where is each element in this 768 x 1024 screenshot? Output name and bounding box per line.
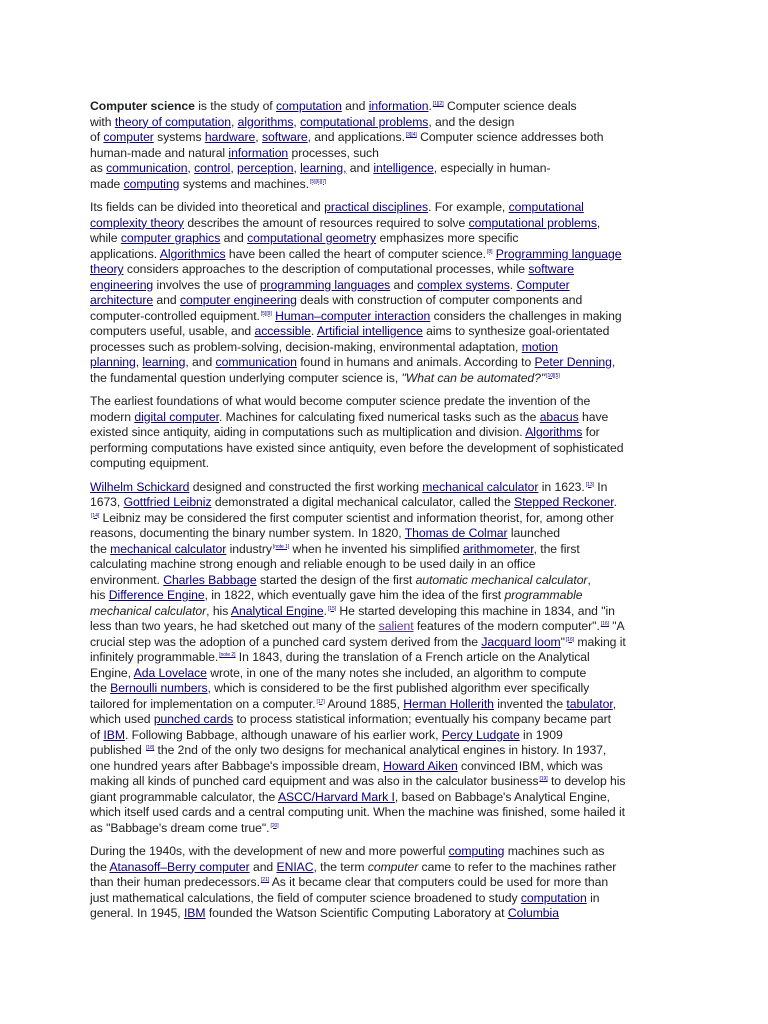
text-run: than their human predecessors. [90,875,260,889]
link-percy-ludgate[interactable]: Percy Ludgate [441,727,520,742]
text-run: performing computations have existed since antiquity, even before the development of sophisticated [90,440,624,455]
citation-reference[interactable] [310,179,326,185]
text-run: and [153,293,180,307]
text-run: . [323,603,327,618]
link-software[interactable]: software [261,130,308,144]
link-difference-engine[interactable]: Difference Engine [108,588,205,602]
text-run: founded the Watson Scientific Computing Laboratory at [205,906,508,920]
text-run: in 1909 [519,727,563,742]
paragraph-4 [90,480,676,837]
link-communication[interactable]: communication [215,355,297,369]
text-run: one hundred years after Babbage's impossible dream, [90,758,384,773]
link-eniac[interactable]: ENIAC [276,859,314,874]
citation-reference[interactable] [261,311,272,317]
text-run: describes the amount of resources required to solve [183,215,469,230]
text-run: making it [574,634,626,649]
text-run: . Machines for calculating fixed numerical tasks such as the [218,409,540,424]
text-run: found in humans and animals. According to [296,355,535,369]
link-computing[interactable]: computing [448,844,505,858]
link-learning[interactable]: learning, [300,161,347,175]
text-run: , his [206,603,231,618]
text-run: demonstrated a digital mechanical calculator, called the [211,495,515,509]
text-run: Computer science addresses both [416,130,604,144]
link-architecture[interactable]: architecture [90,293,154,307]
text-run: less than two years, he had sketched out many of the [90,619,379,633]
citation-link[interactable]: [5][9] [260,310,272,317]
link-arithmometer[interactable]: arithmometer [463,541,534,556]
text-run: deals with construction of computer components and [296,293,583,307]
link-computational-problems[interactable]: computational problems [300,114,429,129]
paragraph-2 [90,200,676,386]
text-run: aims to synthesize goal-orientated [422,324,610,338]
paragraph-5 [90,844,676,922]
text-run: , [255,130,262,144]
text-run: systems and machines. [179,176,310,191]
text-run: the [90,859,110,874]
italic-text: mechanical calculator [90,603,207,618]
citation-reference[interactable] [270,823,278,829]
text-run: started the design of the first [256,572,416,587]
text-run: , [230,114,238,129]
citation-reference[interactable] [546,373,560,379]
text-run: crucial step was the adoption of a punched card system derived from the [90,634,482,649]
text-run: and [249,859,277,874]
link-charles-babbage[interactable]: Charles Babbage [163,572,257,587]
text-run: general. In 1945, [90,906,184,920]
citation-reference[interactable] [406,132,417,138]
text-run: , [293,114,301,129]
text-run: and [390,277,418,292]
link-computer[interactable]: computer [103,130,154,144]
text-run: . [613,495,617,509]
link-ibm[interactable]: IBM [103,727,125,742]
link-algorithmics[interactable]: Algorithmics [159,246,226,261]
citation-link[interactable]: [5][6][7] [310,178,327,185]
text-run: with [90,114,115,129]
citation-link[interactable]: [17] [316,698,325,705]
link-planning[interactable]: planning [90,355,136,369]
text-run: , which is considered to be the first published algorithm ever specifically [207,681,590,695]
text-run: Leibniz may be considered the first computer scientist and information theorist, for, among other [99,510,614,525]
text-run: environment. [90,572,164,587]
text-run: Around 1885, [324,696,404,711]
link-tabulator[interactable]: tabulator [566,696,613,711]
link-complexity-theory[interactable]: complexity theory [90,215,184,230]
text-run: tailored for implementation on a computer. [90,696,316,711]
text-run: is the study of [194,99,276,113]
text-run: . Following Babbage, although unaware of his earlier work, [124,727,442,742]
text-run: , the first [533,541,580,556]
citation-link[interactable]: [20] [270,822,279,829]
text-run: "A [608,619,625,633]
text-run: which used [90,712,154,726]
citation-reference[interactable] [433,101,444,107]
text-run: the [90,681,111,695]
link-howard-aiken[interactable]: Howard Aiken [383,758,458,773]
citation-reference[interactable] [539,776,547,782]
text-run: modern [90,409,135,424]
citation-link[interactable]: [3][4] [405,132,417,138]
text-run: launched [507,526,560,540]
link-abacus[interactable]: abacus [539,409,579,424]
text-run: invented the [493,696,567,711]
link-ada-lovelace[interactable]: Ada Lovelace [133,665,207,680]
text-run: processes, such [288,145,379,160]
text-run: as [90,161,107,175]
link-artificial-intelligence[interactable]: Artificial intelligence [316,324,423,338]
article-body [90,99,676,930]
text-run: , especially in human- [433,161,551,175]
text-run: industry [226,541,272,556]
citation-link[interactable]: [10][5] [546,372,560,379]
citation-reference[interactable] [586,482,594,488]
link-information[interactable]: information [228,145,289,160]
text-run: emphasizes more specific [376,231,519,245]
text-run: Engine, [90,665,134,680]
text-run: and [341,99,369,113]
link-algorithms[interactable]: Algorithms [525,425,583,439]
text-run: convinced IBM, which was [457,758,603,773]
text-run: , [612,696,617,711]
link-ascc-harvard-mark-i[interactable]: ASCC/Harvard Mark I [277,789,395,804]
text-run: considers approaches to the description of computational processes, while [123,262,529,276]
text-run: made [90,176,124,191]
text-run: , [187,161,195,175]
link-computer-graphics[interactable]: computer graphics [120,231,221,245]
link-complex-systems[interactable]: complex systems [417,277,510,292]
citation-reference[interactable] [91,513,99,519]
link-engineering[interactable]: engineering [90,277,154,292]
link-computational-problems[interactable]: computational problems [468,215,597,230]
link-computer-engineering[interactable]: computer engineering [179,293,297,307]
citation-link[interactable]: [note 2] [219,652,236,658]
text-run: while [90,231,121,245]
link-computation[interactable]: computation [520,890,587,905]
text-run: computer-controlled equipment. [90,308,260,323]
citation-reference[interactable] [566,637,574,643]
bold-term: Computer science [90,99,195,113]
text-run: In [593,479,608,494]
link-intelligence[interactable]: intelligence [373,161,434,175]
text-run: , in 1822, which eventually gave him the idea of the first [204,588,505,602]
link-stepped-reckoner[interactable]: Stepped Reckoner [514,495,614,509]
citation-link[interactable]: [15] [327,605,337,612]
link-herman-hollerith[interactable]: Herman Hollerith [403,696,494,711]
link-software[interactable]: software [528,262,575,276]
link-programming-language[interactable]: Programming language [495,246,622,261]
text-run: , based on Babbage's Analytical Engine, [394,789,611,804]
citation-link[interactable]: [18] [146,745,155,751]
text-run: , the term [313,859,368,874]
text-run: the 2nd of the only two designs for mechanical analytical engines in history. In 1937, [154,743,607,757]
link-peter-denning[interactable]: Peter Denning [534,355,612,369]
text-run: , and applications. [307,130,405,144]
text-run: . For example, [428,200,509,214]
text-run: came to refer to the machines rather [418,859,617,874]
link-computation[interactable]: computation [275,99,342,113]
link-control[interactable]: control [194,161,231,175]
text-run: published [90,743,146,757]
link-information[interactable]: information [368,99,429,113]
text-run: existed since antiquity, aiding in computations such as multiplication and division. [90,425,526,439]
link-thomas-de-colmar[interactable]: Thomas de Colmar [404,526,508,540]
link-mechanical-calculator[interactable]: mechanical calculator [422,479,539,494]
link-bernoulli-numbers[interactable]: Bernoulli numbers [110,681,208,695]
text-run: his [90,588,109,602]
text-run: . [310,324,317,338]
text-run: the fundamental question underlying computer science is, [90,370,402,385]
link-atanasoff-berry-computer[interactable]: Atanasoff–Berry computer [109,859,250,874]
text-run: and [220,231,248,245]
link-computational[interactable]: computational [508,200,584,214]
citation-link[interactable]: [16] [600,621,609,627]
link-jacquard-loom[interactable]: Jacquard loom [481,634,561,649]
text-run: features of the modern computer". [413,619,600,633]
text-run: systems [153,130,205,144]
citation-link[interactable]: [21] [260,877,270,883]
citation-link[interactable]: [14] [91,512,100,519]
link-computing[interactable]: computing [123,176,180,191]
text-run: as "Babbage's dream come true". [90,820,270,835]
text-run: designed and constructed the first working [189,479,423,494]
text-run: , [587,572,591,587]
text-run: processes such as problem-solving, decision-making, environmental adaptation, [90,339,522,354]
text-run: . [509,277,517,292]
text-run: , [611,355,616,369]
text-run: The earliest foundations of what would become computer science predate the invention of the [90,394,591,408]
italic-text: "What can be automated?" [401,370,546,385]
link-perception[interactable]: perception [237,161,294,175]
text-run: of [90,727,104,742]
link-punched-cards[interactable]: punched cards [153,712,234,726]
text-run: In 1843, during the translation of a French article on the Analytical [235,650,590,664]
text-run: Computer science deals [443,99,577,113]
text-run: just mathematical calculations, the field of computer science broadened to study [90,890,521,905]
citation-link[interactable]: [19] [539,776,548,782]
text-run: the [90,541,111,556]
text-run: in [586,890,600,905]
link-motion[interactable]: motion [521,339,558,354]
text-run: in 1623. [538,479,585,494]
text-run: He started developing this machine in 1834, and "in [336,603,615,618]
citation-link[interactable]: [13] [585,481,594,488]
link-mechanical-calculator[interactable]: mechanical calculator [110,541,227,556]
text-run: calculating machine strong enough and reliable enough to be used daily in an office [90,557,536,571]
citation-reference[interactable] [317,699,325,705]
italic-text: automatic mechanical calculator [415,572,588,587]
link-computer[interactable]: Computer [516,277,570,292]
text-run: giant programmable calculator, the [90,789,278,804]
citation-reference[interactable] [146,745,154,751]
citation-link[interactable]: [8] [487,248,493,255]
link-human-computer-interaction[interactable]: Human–computer interaction [275,308,431,323]
link-wilhelm-schickard[interactable]: Wilhelm Schickard [90,479,190,494]
link-columbia[interactable]: Columbia [507,906,559,920]
paragraph-1 [90,99,676,192]
text-run: when he invented his simplified [289,541,464,556]
text-run: , [293,161,301,175]
text-run: human-made and natural [90,145,229,160]
text-run: , and the design [428,114,515,129]
text-run: , and [185,355,216,369]
text-run: involves the use of [153,277,260,292]
text-run: . [428,99,432,113]
link-theory-of-computation[interactable]: theory of computation [114,114,231,129]
text-run: to develop his [547,774,626,788]
link-algorithms[interactable]: algorithms [237,114,294,129]
link-gottfried-leibniz[interactable]: Gottfried Leibniz [123,495,212,509]
text-run: and [346,161,374,175]
link-analytical-engine[interactable]: Analytical Engine [230,603,324,618]
link-hardware[interactable]: hardware [204,130,256,144]
link-practical-disciplines[interactable]: practical disciplines [324,200,429,214]
text-run: applications. [90,246,160,261]
link-ibm[interactable]: IBM [183,906,206,920]
link-learning[interactable]: learning [142,355,186,369]
text-run: have been called the heart of computer science. [225,246,487,261]
text-run: to process statistical information; eventually his company became part [233,712,611,726]
italic-text: computer [367,859,419,874]
text-run: have [578,409,609,424]
text-run: Its fields can be divided into theoretical and [90,200,325,214]
citation-reference[interactable] [273,544,289,550]
text-run: considers the challenges in making [430,308,622,323]
link-accessible[interactable]: accessible [254,324,311,338]
text-run: , [135,355,143,369]
link-communication[interactable]: communication [106,161,188,175]
link-salient[interactable]: salient [378,619,414,633]
italic-text: programmable [504,588,583,602]
text-run: , [230,161,238,175]
text-run: reasons, documenting the binary number system. In 1820, [90,526,405,540]
paragraph-3 [90,394,676,472]
text-run: As it became clear that computers could be used for more than [269,875,609,889]
link-computational-geometry[interactable]: computational geometry [247,231,377,245]
citation-reference[interactable] [219,652,235,658]
citation-reference[interactable] [328,606,336,612]
citation-link[interactable]: [1][2] [432,101,444,107]
citation-link[interactable]: [16] [565,636,575,643]
text-run: infinitely programmable. [90,650,219,664]
text-run: which itself used cards and a central computing unit. When the machine was finished, some hailed it [90,805,625,819]
text-run: computing equipment. [90,456,209,470]
link-theory[interactable]: theory [90,262,124,276]
text-run: making all kinds of punched card equipment and was also in the calculator business [90,774,539,788]
citation-reference[interactable] [601,621,609,627]
text-run: for [582,425,600,439]
link-digital-computer[interactable]: digital computer [134,409,219,424]
text-run: " [560,634,565,649]
citation-reference[interactable] [261,877,269,883]
link-programming-languages[interactable]: programming languages [259,277,391,292]
text-run: , [596,215,601,230]
text-run: computers useful, usable, and [90,324,255,338]
text-run: During the 1940s, with the development of new and more powerful [90,844,449,858]
text-run: 1673, [90,495,124,509]
citation-link[interactable]: [note 1] [272,543,290,550]
text-run: machines such as [504,844,605,858]
text-run: of [90,130,104,144]
text-run: wrote, in one of the many notes she included, an algorithm to compute [206,665,587,680]
